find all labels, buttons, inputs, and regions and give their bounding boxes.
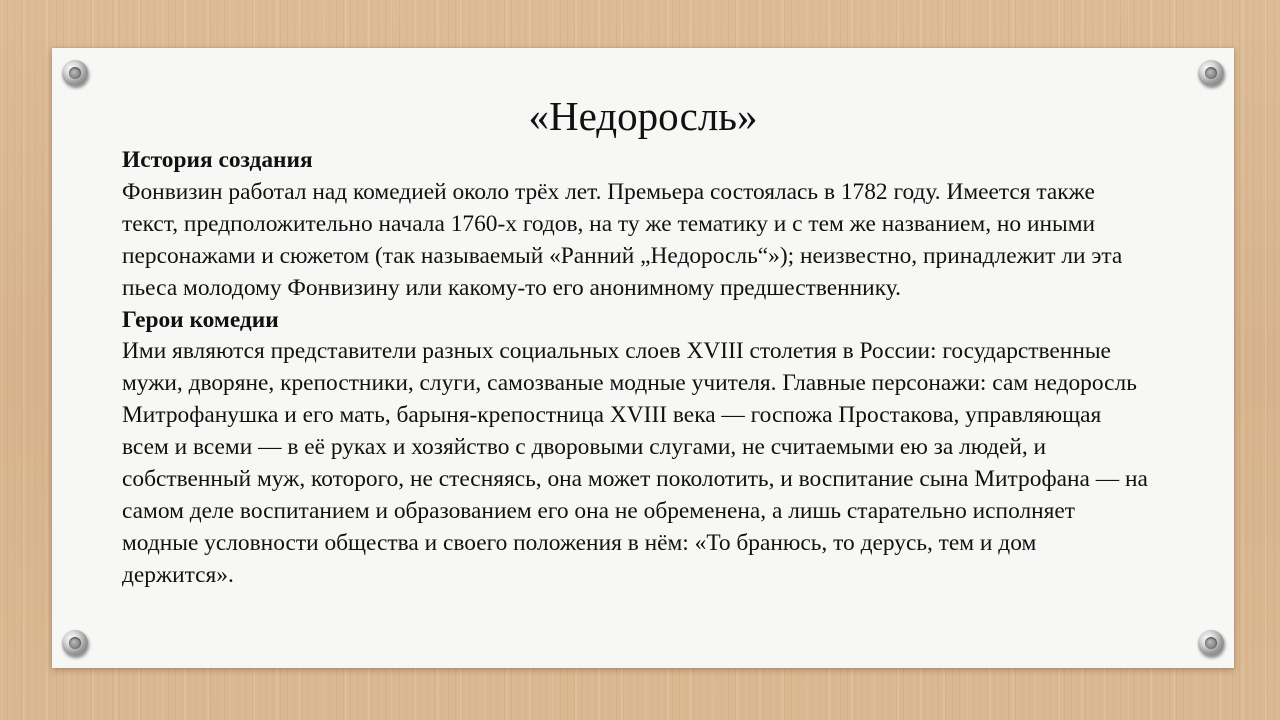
pushpin-icon xyxy=(1198,60,1224,86)
pushpin-icon xyxy=(1198,630,1224,656)
section-heading-history: История создания xyxy=(122,147,313,173)
slide-title: «Недоросль» xyxy=(528,93,758,139)
section-heading-characters: Герои комедии xyxy=(122,306,279,333)
section-text-history: Фонвизин работал над комедией около трёх лет. Премьера состоялась в 1782 году. Имеется также текст, предположительно начала 1760-х годов, на ту же тематику и с тем же названием, но иными персонажами и сюжетом (так называемый «Ранний „Недоросль“»); неизвестно, принадлежит ли эта пьеса молодому Фонвизину или какому-то его анонимному предшественнику. xyxy=(122,178,1123,301)
pushpin-icon xyxy=(62,630,88,656)
slide-content xyxy=(122,145,1152,592)
section-text-characters: Ими являются представители разных социальных слоев XVIII столетия в России: государственные мужи, дворяне, крепостники, слуги, самозваные модные учителя. Главные персонажи: сам недоросль Митрофанушка и его мать, барыня-крепостница XVIII века — госпожа Простакова, управляющая всем и всеми — в её руках и хозяйство с дворовыми слугами, не считаемыми ею за людей, и собственный муж, которого, не стесняясь, она может поколотить, и воспитание сына Митрофана — на самом деле воспитанием и образованием его она не обременена, а лишь старательно исполняет модные условности общества и своего положения в нём: «То бранюсь, то дерусь, тем и дом держится». xyxy=(122,338,1148,588)
pushpin-icon xyxy=(62,60,88,86)
slide-paper xyxy=(52,48,1234,668)
